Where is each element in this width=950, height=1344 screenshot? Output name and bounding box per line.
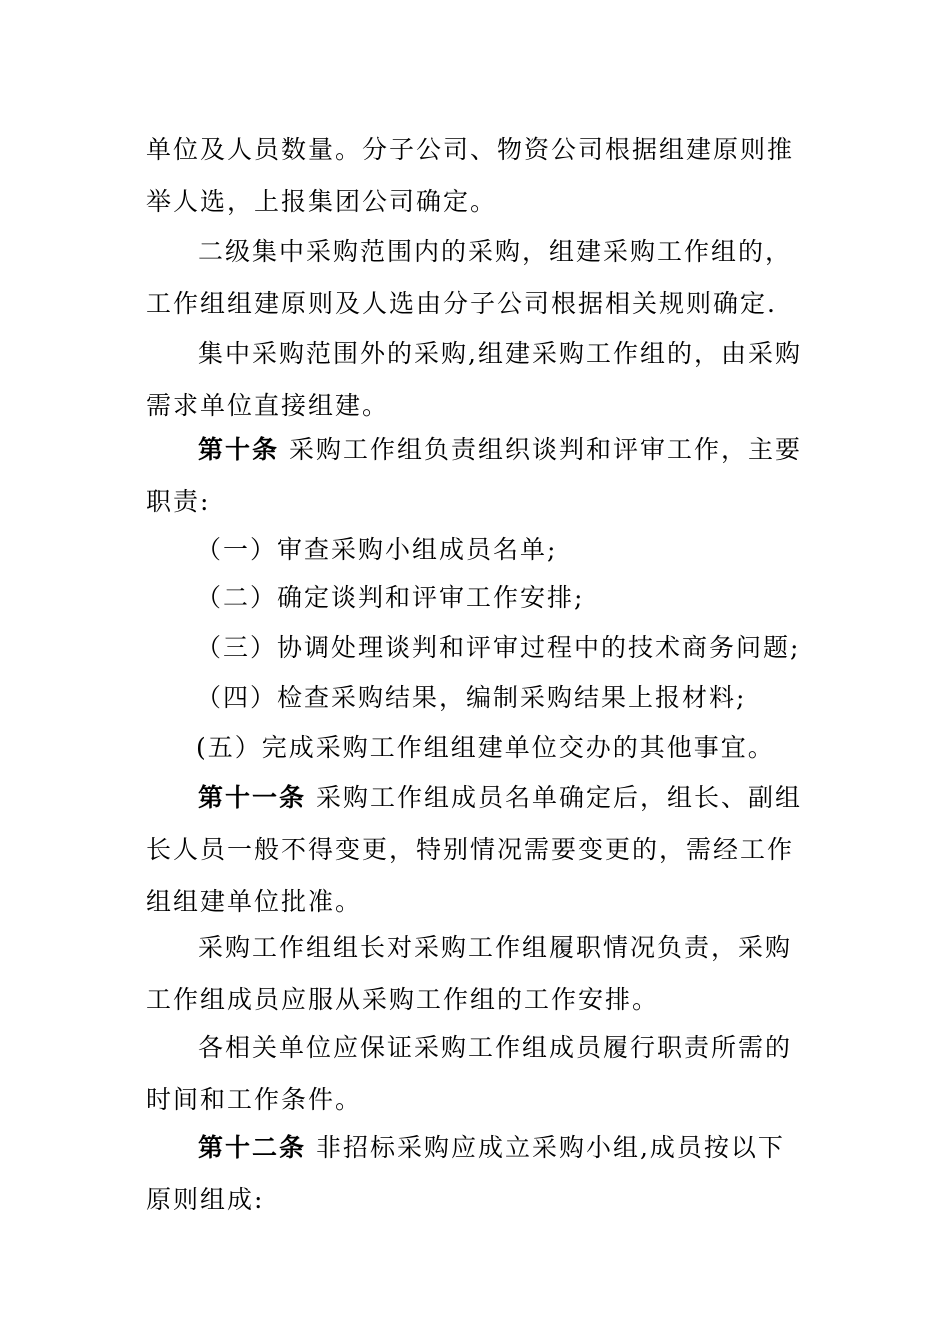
article-12: [146, 1122, 806, 1226]
paragraph-2: 二级集中采购范围内的采购，组建采购工作组的，工作组组建原则及人选由分子公司根据相关规则确定.: [146, 237, 793, 318]
article-12-title: 第十二条: [198, 1133, 307, 1162]
article-10-title: 第十条: [198, 435, 280, 464]
article-12-text: 非招标采购应成立采购小组,成员按以下原则组成:: [146, 1133, 785, 1214]
paragraph-3: 集中采购范围外的采购,组建采购工作组的，由采购需求单位直接组建。: [146, 339, 802, 420]
article-10: [146, 424, 806, 528]
paragraph-5: 各相关单位应保证采购工作组成员履行职责所需的时间和工作条件。: [146, 1033, 793, 1114]
article-11-title: 第十一条: [198, 783, 307, 812]
list-item-2: （二）确定谈判和评审工作安排;: [196, 583, 585, 612]
list-item-5: (五）完成采购工作组组建单位交办的其他事宜。: [196, 733, 775, 762]
article-11: [146, 772, 806, 928]
paragraph-1: 单位及人员数量。分子公司、物资公司根据组建原则推举人选，上报集团公司确定。: [146, 135, 795, 216]
paragraph-4: 采购工作组组长对采购工作组履职情况负责，采购工作组成员应服从采购工作组的工作安排。: [146, 933, 793, 1014]
article-11-text: 采购工作组成员名单确定后，组长、副组长人员一般不得变更，特别情况需要变更的，需经工作组组建单位批准。: [146, 783, 802, 916]
article-10-text: 采购工作组负责组织谈判和评审工作，主要职责:: [146, 435, 802, 516]
list-item-4: （四）检查采购结果，编制采购结果上报材料;: [196, 683, 747, 712]
list-item-3: （三）协调处理谈判和评审过程中的技术商务问题;: [196, 633, 801, 662]
list-item-1: （一）审查采购小组成员名单;: [196, 535, 558, 564]
